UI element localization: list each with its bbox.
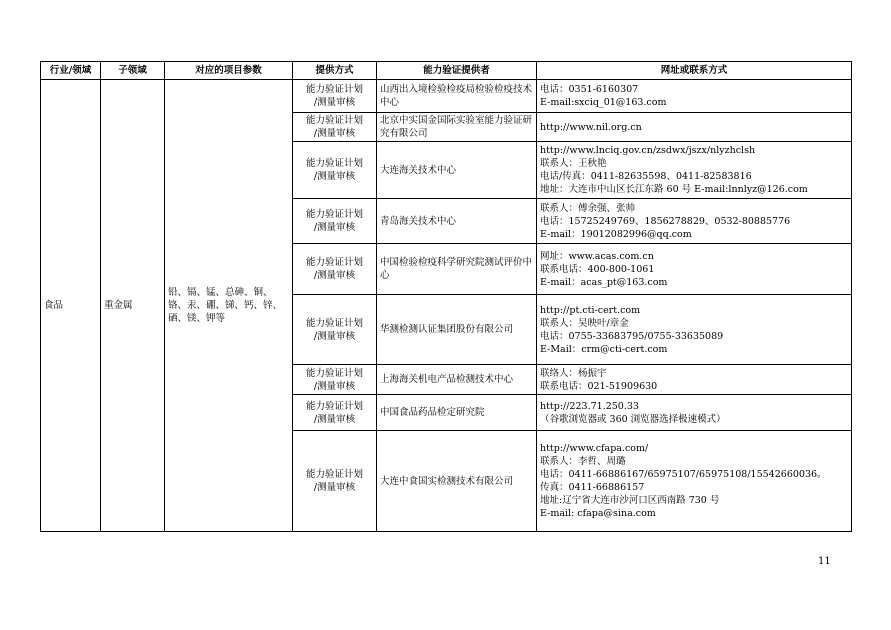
provider-cell: 北京中实国金国际实验室能力验证研究有限公司 [377,113,537,142]
header-method: 提供方式 [293,62,377,80]
method-cell [293,395,377,431]
provider-cell: 青岛海关技术中心 [377,199,537,244]
contact-line: 联系人：李哲、周璐 [540,456,626,467]
contact-cell [537,199,852,244]
contact-line: 传真：0411-66886157 [540,482,645,493]
header-parameters: 对应的项目参数 [165,62,293,80]
contact-line: 联络人：杨振宇 [540,367,607,379]
table-header-row [41,62,852,80]
contact-line: E-mail：acas_pt@163.com [540,276,668,288]
header-provider: 能力验证提供者 [377,62,537,80]
contact-line: 地址：大连市中山区长江东路 60 号 E-mail:lnnlyz@126.com [540,184,808,195]
header-contact: 网址或联系方式 [537,62,852,80]
method-cell [293,80,377,113]
method-line: 能力验证计划 [305,209,363,220]
contact-cell [537,244,852,295]
header-industry: 行业/领域 [41,62,101,80]
contact-line: http://pt.cti-cert.com [540,304,641,316]
provider-cell: 大连中食国实检测技术有限公司 [377,431,537,532]
method-line: /测量审核 [313,171,356,182]
method-line: /测量审核 [313,380,356,392]
subfield-cell: 重金属 [101,80,165,532]
method-line: 能力验证计划 [305,84,363,95]
method-line: 能力验证计划 [305,115,363,126]
method-line: /测量审核 [313,128,356,139]
contact-line: 联系电话：400-800-1061 [540,263,655,275]
contact-cell [537,142,852,199]
contact-line: http://www.cfapa.com/ [540,443,649,454]
contact-line: 电话：0351-6160307 [540,84,639,95]
method-cell [293,199,377,244]
contact-line: 联系人：傅余强、张帅 [540,202,636,214]
contact-line: 联系人：吴映叶/章金 [540,317,629,329]
contact-cell [537,295,852,365]
contact-line: E-Mail：crm@cti-cert.com [540,343,668,355]
provider-cell: 华测检测认证集团股份有限公司 [377,295,537,365]
method-cell [293,295,377,365]
proficiency-testing-table [40,61,852,532]
contact-line: 电话：0411-66886167/65975107/65975108/15542660036。 [540,469,827,480]
table-row [41,80,852,113]
contact-line: 电话/传真：0411-82635598、0411-82583816 [540,171,752,182]
method-line: /测量审核 [313,270,356,281]
method-cell [293,244,377,295]
method-line: /测量审核 [313,222,356,233]
contact-line: 联系人：王秋艳 [540,158,607,169]
industry-cell: 食品 [41,80,101,532]
method-cell [293,113,377,142]
contact-line: 电话：15725249769、1856278829、0532-80885776 [540,215,791,227]
method-line: /测量审核 [313,97,356,108]
contact-line: E-mail：19012082996@qq.com [540,228,692,240]
contact-line: E-mail:sxciq_01@163.com [540,97,667,108]
contact-cell [537,80,852,113]
method-line: /测量审核 [313,330,356,342]
contact-line: E-mail: cfapa@sina.com [540,508,656,519]
method-cell [293,431,377,532]
provider-cell: 中国检验检疫科学研究院测试评价中心 [377,244,537,295]
parameters-cell: 铅、镉、锰、总砷、铜、铬、汞、硼、锑、钙、锌、硒、镁、钾等 [165,80,293,532]
method-line: 能力验证计划 [305,400,363,412]
contact-cell [537,365,852,395]
contact-line: 地址:辽宁省大连市沙河口区西南路 730 号 [540,495,720,506]
method-cell [293,365,377,395]
contact-cell [537,395,852,431]
contact-line: http://www.lnciq.gov.cn/zsdwx/jszx/nlyzhclsh [540,145,756,156]
page-number: 11 [818,556,831,567]
contact-cell [537,431,852,532]
contact-line: 联系电话：021-51909630 [540,380,658,392]
method-line: /测量审核 [313,482,356,493]
provider-cell: 上海海关机电产品检测技术中心 [377,365,537,395]
method-cell [293,142,377,199]
provider-cell: 中国食品药品检定研究院 [377,395,537,431]
method-line: 能力验证计划 [305,469,363,480]
contact-line: http://www.nil.org.cn [540,121,642,133]
provider-cell: 大连海关技术中心 [377,142,537,199]
method-line: 能力验证计划 [305,367,363,379]
method-line: 能力验证计划 [305,317,363,329]
method-line: 能力验证计划 [305,257,363,268]
contact-line: 网址：www.acas.com.cn [540,250,654,262]
contact-line: http://223.71.250.33 [540,400,639,412]
contact-line: 电话：0755-33683795/0755-33635089 [540,330,724,342]
method-line: 能力验证计划 [305,158,363,169]
method-line: /测量审核 [313,413,356,425]
contact-cell [537,113,852,142]
provider-cell: 山西出入境检验检疫局检验检疫技术中心 [377,80,537,113]
contact-line: （谷歌浏览器或 360 浏览器选择极速模式） [540,413,726,425]
header-subfield: 子领域 [101,62,165,80]
